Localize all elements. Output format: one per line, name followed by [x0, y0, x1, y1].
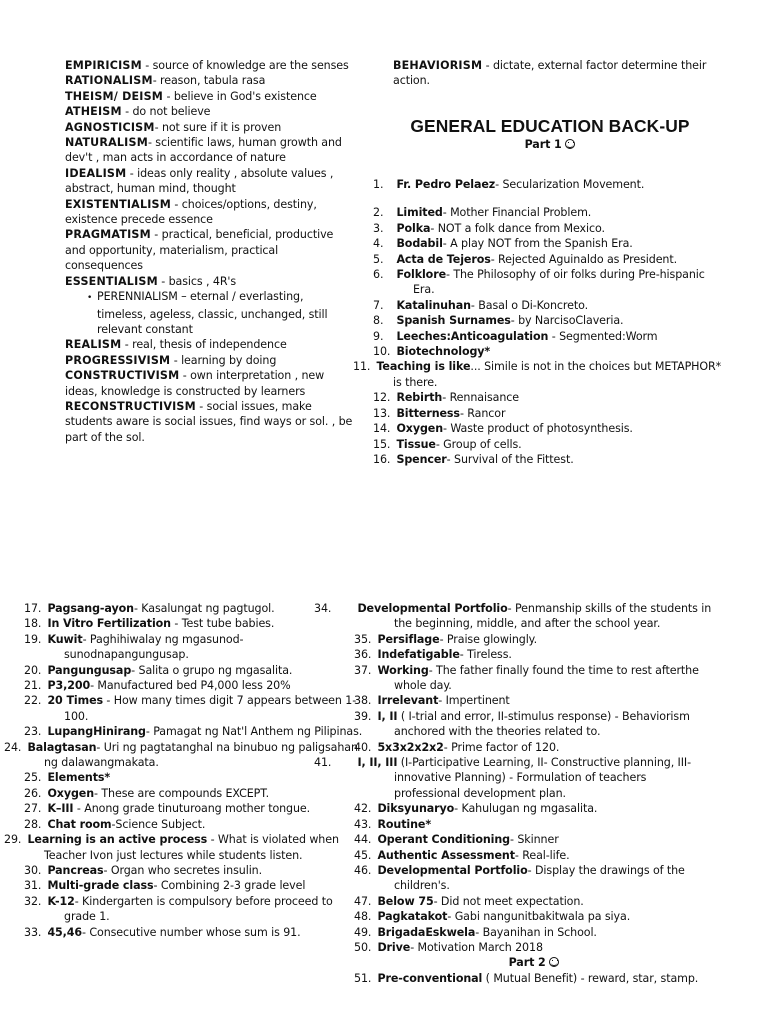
item-text: - Bayanihan in School.: [475, 925, 597, 939]
term-sep: -: [171, 197, 182, 211]
item-answer: Pagsang-ayon: [47, 602, 134, 615]
part-2-heading: [354, 955, 714, 970]
item-answer: Below 75: [377, 894, 434, 908]
term-def: do not believe: [132, 105, 211, 119]
item-text: - Skinner: [510, 833, 559, 847]
list-item: 41. I, II, III (I-Participative Learning, II- Constructive planning, III- innovative Planning) - Formulation of teachers professional development plan.: [314, 756, 691, 800]
term-name: IDEALISM: [65, 166, 127, 180]
item-text: - Test tube babies.: [170, 617, 275, 631]
item-answer: Acta de Tejeros: [396, 252, 491, 266]
item-text: - Combining 2-3 grade level: [153, 879, 306, 893]
list-item: 44. Operant Conditioning- Skinner: [354, 833, 559, 847]
item-text: - Pamagat ng Nat'l Anthem ng Pilipinas.: [145, 725, 363, 739]
term-def: real, thesis of independence: [132, 338, 287, 352]
item-text: - The father finally found the time to rest afterthe whole day.: [394, 663, 699, 693]
item-text: - Gabi nangunitbakitwala pa siya.: [447, 910, 631, 924]
term-entry: [65, 135, 355, 166]
part-2-label: Part 2: [508, 956, 546, 970]
item-text: - Prime factor of 120.: [443, 740, 560, 754]
item-answer: Limited: [396, 206, 443, 220]
list-item: 27. K–III - Anong grade tinuturoang mother tongue.: [24, 802, 311, 816]
list-item: 42. Diksyunaryo- Kahulugan ng mgasalita.: [354, 802, 598, 816]
list-item: 10. Biotechnology*: [373, 345, 491, 359]
item-text: - Manufactured bed P4,000 less 20%: [90, 679, 291, 693]
list-item: 8. Spanish Surnames- by NarcisoClaveria.: [373, 314, 624, 328]
item-answer: Multi-grade class: [47, 879, 154, 893]
term-name: AGNOSTICISM: [65, 120, 155, 134]
term-sep: -: [150, 228, 162, 242]
list-item: 47. Below 75- Did not meet expectation.: [354, 894, 584, 908]
term-entry: [65, 89, 355, 104]
item-answer: Leeches:Anticoagulation: [396, 329, 549, 343]
item-text: - The Philosophy of oir folks during Pre-hispanic Era.: [413, 268, 705, 297]
term-entry: [65, 166, 355, 197]
item-answer: In Vitro Fertilization: [47, 617, 171, 631]
item-text: - Mother Financial Problem.: [442, 206, 592, 220]
item-answer: Pangungusap: [47, 663, 132, 677]
term-sep: -: [121, 105, 133, 119]
answers-list-right: [314, 601, 714, 986]
list-item: 3. Polka- NOT a folk dance from Mexico.: [373, 221, 605, 235]
term-sep: -: [179, 369, 191, 383]
item-answer: Elements*: [47, 771, 111, 785]
list-item: 39. I, II ( I-trial and error, II-stimulus response) - Behaviorism anchored with the theories related to.: [354, 709, 690, 739]
term-def: basics , 4R's: [168, 274, 237, 288]
item-text: - Group of cells.: [435, 437, 522, 451]
item-answer: 45,46: [47, 925, 83, 939]
list-item: 33. 45,46- Consecutive number whose sum is 91.: [24, 925, 301, 939]
item-text: - Penmanship skills of the students in the beginning, middle, and after the school year.: [394, 602, 712, 631]
item-answer: Pancreas: [47, 863, 104, 877]
list-item: 17. Pagsang-ayon- Kasalungat ng pagtugol.: [24, 602, 275, 615]
list-item: 51. Pre-conventional ( Mutual Benefit) - reward, star, stamp.: [354, 971, 699, 985]
item-text: - Waste product of photosynthesis.: [443, 422, 633, 436]
term-def: believe in God's existence: [173, 89, 317, 103]
list-item: 11. Teaching is like... Simile is not in the choices but METAPHOR* is there.: [353, 360, 722, 389]
term-def: social issues, make students aware is social issues, find ways or sol. , be part of the sol.: [65, 399, 353, 444]
term-name: PRAGMATISM: [65, 228, 151, 242]
smiley-icon: [565, 139, 575, 149]
item-text: - Rennaisance: [442, 391, 519, 405]
term-entry: [65, 353, 355, 368]
item-text: - Organ who secretes insulin.: [103, 863, 263, 877]
item-answer: Teaching is like: [376, 360, 471, 374]
list-item: 34. Developmental Portfolio- Penmanship skills of the students in the beginning, middle, and after the school year.: [314, 602, 712, 631]
item-answer: Pre-conventional: [377, 971, 483, 985]
item-answer: Irrelevant: [377, 694, 439, 708]
item-answer: Learning is an active process: [27, 833, 208, 847]
item-text: - Uri ng pagtatanghal na binubuo ng paligsahan ng dalawangmakata.: [44, 740, 358, 770]
item-text: - What is violated when Teacher Ivon just lectures while students listen.: [44, 833, 339, 862]
term-entry: [65, 368, 355, 399]
item-answer: Bitterness: [396, 406, 460, 420]
item-answer: I, II: [377, 709, 398, 723]
list-item: 25. Elements*: [24, 771, 111, 785]
term-sep: -: [157, 274, 169, 288]
item-text: - Consecutive number whose sum is 91.: [82, 925, 301, 939]
item-text: - Survival of the Fittest.: [446, 452, 574, 466]
term-name: PROGRESSIVISM: [65, 353, 171, 367]
term-name: NATURALISM: [65, 136, 148, 150]
list-item: 22. 20 Times - How many times digit 7 appears between 1-100.: [24, 694, 357, 723]
item-answer: Rebirth: [396, 391, 443, 405]
item-answer: Authentic Assessment: [377, 848, 515, 862]
item-text: - Anong grade tinuturoang mother tongue.: [73, 802, 311, 816]
list-item: 23. LupangHinirang- Pamagat ng Nat'l Anthem ng Pilipinas.: [24, 725, 363, 739]
item-answer: Oxygen: [396, 422, 444, 436]
list-item: 21. P3,200- Manufactured bed P4,000 less 20%: [24, 679, 291, 693]
item-text: - Impertinent: [438, 694, 510, 708]
item-text: - Rejected Aguinaldo as President.: [490, 252, 678, 266]
list-item: 2. Limited- Mother Financial Problem.: [373, 206, 592, 220]
item-answer: Biotechnology*: [396, 345, 491, 359]
term-name: ESSENTIALISM: [65, 274, 158, 288]
item-text: - Did not meet expectation.: [433, 894, 584, 908]
list-item: 40. 5x3x2x2x2- Prime factor of 120.: [354, 740, 560, 754]
item-text: ( Mutual Benefit) - reward, star, stamp.: [482, 971, 699, 985]
list-item: 32. K-12- Kindergarten is compulsory before proceed to grade 1.: [24, 894, 333, 924]
list-item: 38. Irrelevant- Impertinent: [354, 694, 510, 708]
item-text: - by NarcisoClaveria.: [510, 314, 624, 328]
behaviorism-entry: BEHAVIORISM - dictate, external factor determine their action.: [393, 59, 707, 88]
item-text: - Rancor: [459, 406, 506, 420]
item-answer: Spanish Surnames: [396, 314, 511, 328]
item-answer: Routine*: [377, 817, 432, 831]
item-text: - Secularization Movement.: [495, 178, 645, 191]
term-def: own interpretation , new ideas, knowledge is constructed by learners: [65, 369, 325, 398]
part-1-heading: Part 1: [450, 137, 650, 152]
term-def: not sure if it is proven: [161, 120, 282, 134]
term-name: RATIONALISM: [65, 74, 153, 88]
term-name: REALISM: [65, 338, 122, 352]
term-entry: [65, 274, 355, 289]
item-answer: Folklore: [396, 268, 446, 282]
term-entry: [65, 197, 355, 228]
term-name: EXISTENTIALISM: [65, 197, 171, 211]
item-answer: Drive: [377, 940, 411, 954]
bullet-text: PERENNIALISM – eternal / everlasting, timeless, ageless, classic, unchanged, still relevant constant: [97, 290, 328, 336]
item-answer: Indefatigable: [377, 648, 460, 662]
item-answer: Spencer: [396, 452, 447, 466]
term-entry: [65, 104, 355, 119]
item-answer: 20 Times: [47, 694, 103, 708]
item-answer: Persiflage: [377, 632, 440, 646]
term-sep: -: [163, 89, 174, 103]
item-text: - Salita o grupo ng mgasalita.: [131, 663, 293, 677]
item-text: - Motivation March 2018: [410, 940, 543, 954]
item-text: - Paghihiwalay ng mgasunod-sunodnapangungusap.: [64, 632, 244, 662]
item-answer: K–III: [47, 802, 74, 816]
item-text: - Praise glowingly.: [439, 632, 537, 646]
list-item: 30. Pancreas- Organ who secretes insulin.: [24, 863, 263, 877]
term-name: EMPIRICISM: [65, 59, 142, 72]
term-def: reason, tabula rasa: [160, 74, 266, 88]
item-answer: Developmental Portfolio: [377, 863, 528, 877]
list-item: 50. Drive- Motivation March 2018: [354, 940, 543, 954]
term-sep: -: [147, 136, 156, 150]
list-item: 48. Pagkatakot- Gabi nangunitbakitwala pa siya.: [354, 910, 631, 924]
term-def: practical, beneficial, productive and opportunity, materialism, practical consequences: [65, 228, 334, 273]
item-answer: Chat room: [47, 817, 112, 831]
term-def: source of knowledge are the senses: [152, 59, 349, 72]
term-sep: -: [152, 74, 161, 88]
item-answer: Developmental Portfolio: [357, 602, 508, 615]
item-text: - Kahulugan ng mgasalita.: [454, 802, 598, 816]
item-text: - Kindergarten is compulsory before proceed to grade 1.: [64, 894, 333, 924]
list-item: 26. Oxygen- These are compounds EXCEPT.: [24, 786, 270, 800]
term-sep: -: [154, 120, 162, 134]
item-answer: P3,200: [47, 679, 91, 693]
term-def: learning by doing: [181, 353, 277, 367]
term-entry: [65, 58, 355, 73]
item-answer: Tissue: [396, 437, 436, 451]
bullet-icon: •: [87, 293, 93, 304]
list-item: 36. Indefatigable- Tireless.: [354, 648, 512, 662]
item-text: - Display the drawings of the children's.: [394, 863, 685, 893]
list-item: 49. BrigadaEskwela- Bayanihan in School.: [354, 925, 597, 939]
item-answer: Bodabil: [396, 237, 443, 251]
term-name: CONSTRUCTIVISM: [65, 369, 180, 383]
term-sep: -: [170, 353, 182, 367]
list-item: 16. Spencer- Survival of the Fittest.: [373, 452, 574, 466]
item-answer: 5x3x2x2x2: [377, 740, 444, 754]
list-item: 5. Acta de Tejeros- Rejected Aguinaldo as President.: [373, 252, 678, 266]
term-def: ideas only reality , absolute values , abstract, human mind, thought: [65, 166, 334, 196]
list-item: 19. Kuwit- Paghihiwalay ng mgasunod-sunodnapangungusap.: [24, 632, 244, 662]
term-entry: [65, 399, 355, 445]
item-text: - These are compounds EXCEPT.: [94, 786, 270, 800]
item-answer: Diksyunaryo: [377, 802, 455, 816]
list-item: 1. Fr. Pedro Pelaez- Secularization Movement.: [373, 178, 645, 191]
part1-list: [353, 177, 723, 467]
page-title: GENERAL EDUCATION BACK-UP: [410, 116, 690, 136]
term-sep: -: [121, 338, 133, 352]
list-item: 18. In Vitro Fertilization - Test tube babies.: [24, 617, 275, 631]
item-answer: Working: [377, 663, 429, 677]
item-answer: Polka: [396, 221, 431, 235]
term-def: choices/options, destiny, existence precede essence: [65, 197, 317, 227]
list-item: 15. Tissue- Group of cells.: [373, 437, 522, 451]
answers-list-left: [4, 601, 364, 940]
item-text: -Science Subject.: [111, 817, 206, 831]
list-item: 45. Authentic Assessment- Real-life.: [354, 848, 570, 862]
item-answer: LupangHinirang: [47, 725, 146, 739]
philosophies-column: [65, 58, 355, 445]
list-item: 4. Bodabil- A play NOT from the Spanish Era.: [373, 237, 633, 251]
list-item: 29. Learning is an active process - What is violated when Teacher Ivon just lectures while students listen.: [4, 833, 339, 862]
item-answer: Katalinuhan: [396, 298, 471, 312]
item-text: - How many times digit 7 appears between 1-100.: [64, 694, 357, 723]
term-def: scientific laws, human growth and dev't , man acts in accordance of nature: [65, 136, 342, 165]
list-item: 35. Persiflage- Praise glowingly.: [354, 632, 537, 646]
list-item: 20. Pangungusap- Salita o grupo ng mgasalita.: [24, 663, 293, 677]
item-text: - Basal o Di-Koncreto.: [470, 298, 589, 312]
list-item: 31. Multi-grade class- Combining 2-3 grade level: [24, 879, 306, 893]
list-item: 28. Chat room-Science Subject.: [24, 817, 206, 831]
item-text: - Segmented:Worm: [548, 329, 658, 343]
term-name: THEISM/ DEISM: [65, 89, 164, 103]
item-answer: Operant Conditioning: [377, 833, 511, 847]
list-item: 6. Folklore- The Philosophy of oir folks during Pre-hispanic Era.: [373, 268, 705, 297]
item-answer: Balagtasan: [27, 740, 97, 754]
item-answer: Pagkatakot: [377, 910, 448, 924]
list-item: 12. Rebirth- Rennaisance: [373, 391, 519, 405]
item-text: - Tireless.: [459, 648, 512, 662]
item-text: (I-Participative Learning, II- Constructive planning, III- innovative Planning) - Formulation of teachers professional development plan.: [394, 756, 691, 800]
list-item: 37. Working- The father finally found the time to rest afterthe whole day.: [354, 663, 699, 693]
term-entry: [65, 227, 355, 273]
item-answer: Oxygen: [47, 786, 95, 800]
item-answer: BrigadaEskwela: [377, 925, 476, 939]
item-text: ( I-trial and error, II-stimulus response) - Behaviorism anchored with the theories related to.: [394, 709, 690, 739]
term-entry: [65, 337, 355, 352]
item-text: - Kasalungat ng pagtugol.: [133, 602, 275, 615]
term-sep: -: [195, 399, 207, 413]
term-sep: -: [141, 59, 153, 72]
item-text: - Real-life.: [514, 848, 570, 862]
item-answer: Fr. Pedro Pelaez: [396, 178, 496, 191]
term-name: RECONSTRUCTIVISM: [65, 399, 196, 413]
item-answer: K-12: [47, 894, 75, 908]
item-answer: I, II, III: [357, 756, 398, 770]
term-entry: [65, 120, 355, 135]
list-item: 13. Bitterness- Rancor: [373, 406, 506, 420]
item-answer: Kuwit: [47, 632, 83, 646]
list-item: 9. Leeches:Anticoagulation - Segmented:Worm: [373, 329, 658, 343]
list-item: 7. Katalinuhan- Basal o Di-Koncreto.: [373, 298, 589, 312]
term-sep: -: [126, 166, 138, 180]
item-text: ... Simile is not in the choices but METAPHOR* is there.: [393, 360, 722, 389]
list-item: 46. Developmental Portfolio- Display the drawings of the children's.: [354, 863, 685, 893]
list-item: 43. Routine*: [354, 817, 432, 831]
list-item: 14. Oxygen- Waste product of photosynthesis.: [373, 422, 633, 436]
smiley-icon: [549, 957, 559, 967]
item-text: - NOT a folk dance from Mexico.: [430, 221, 605, 235]
bullet-item: [65, 289, 355, 337]
item-text: - A play NOT from the Spanish Era.: [442, 237, 633, 251]
term-entry: [65, 73, 355, 88]
list-item: 24. Balagtasan- Uri ng pagtatanghal na binubuo ng paligsahan ng dalawangmakata.: [4, 740, 358, 770]
term-name: ATHEISM: [65, 105, 122, 119]
